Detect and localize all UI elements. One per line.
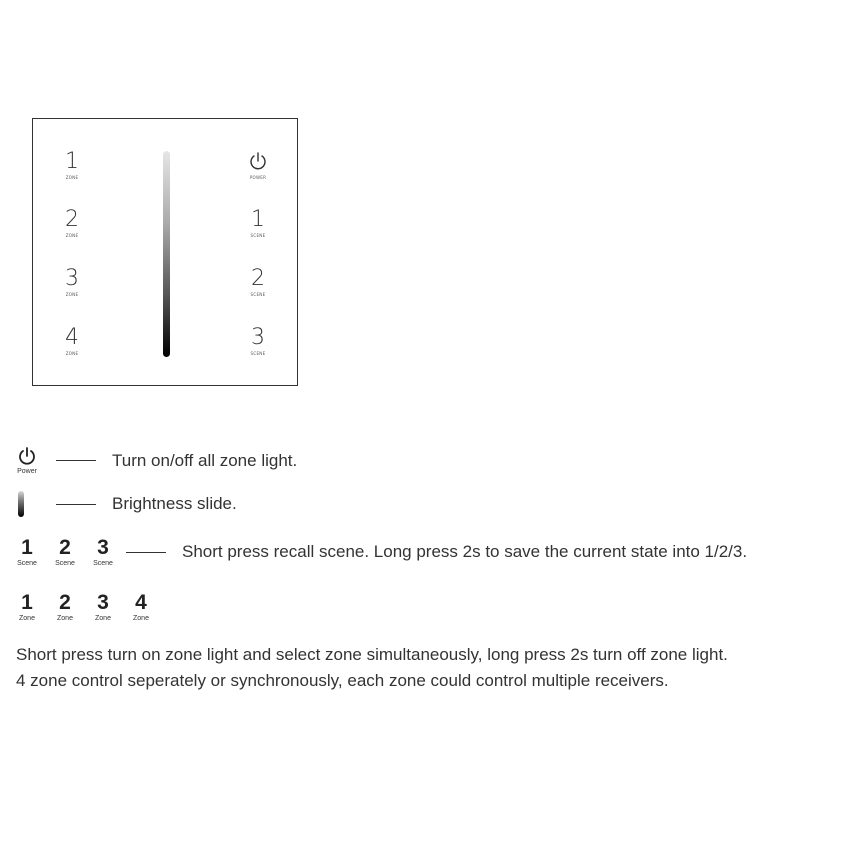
- description-line: Short press turn on zone light and select zone simultaneously, long press 2s turn off zone light.: [16, 645, 728, 664]
- scene-1-key[interactable]: [238, 209, 278, 238]
- legend-slide-text: Brightness slide.: [112, 494, 237, 513]
- legend-zone-4: [126, 592, 156, 622]
- legend-scene-2: [50, 537, 80, 567]
- power-key[interactable]: [238, 151, 278, 180]
- legend-zone-1: [12, 592, 42, 622]
- key-caption: Zone: [19, 615, 35, 622]
- key-caption: Zone: [57, 615, 73, 622]
- power-icon: [238, 151, 278, 173]
- key-caption: ZONE: [65, 351, 79, 356]
- key-caption: ZONE: [65, 175, 79, 180]
- legend-zone-row: [12, 592, 164, 622]
- legend-slide-row: [12, 491, 237, 517]
- zone-1-key[interactable]: [52, 151, 92, 180]
- scene-3-key[interactable]: [238, 327, 278, 356]
- zone-description: [16, 642, 728, 694]
- key-number: 1: [21, 591, 33, 614]
- key-caption: Zone: [95, 615, 111, 622]
- key-caption: SCENE: [250, 292, 266, 297]
- zone-2-key[interactable]: [52, 209, 92, 238]
- description-line: 4 zone control seperately or synchronously, each zone could control multiple receivers.: [16, 671, 669, 690]
- touch-panel: [32, 118, 298, 386]
- legend-scene-1: [12, 537, 42, 567]
- key-caption: Scene: [17, 560, 37, 567]
- zone-4-key[interactable]: [52, 327, 92, 356]
- legend-slide-key: [12, 491, 42, 517]
- legend-power-key: [12, 446, 42, 475]
- legend-scene-row: [12, 537, 747, 567]
- key-caption: Scene: [93, 560, 113, 567]
- key-caption: Zone: [133, 615, 149, 622]
- key-caption: ZONE: [65, 292, 79, 297]
- key-caption: Scene: [55, 560, 75, 567]
- key-number: 3: [251, 325, 265, 350]
- key-number: 1: [65, 149, 79, 174]
- slider-icon: [18, 491, 24, 517]
- legend-zone-3: [88, 592, 118, 622]
- power-icon: [12, 446, 42, 466]
- key-caption: SCENE: [250, 233, 266, 238]
- legend-power-label: Power: [17, 468, 37, 475]
- key-caption: POWER: [249, 175, 267, 180]
- legend-zone-2: [50, 592, 80, 622]
- key-number: 3: [65, 266, 79, 291]
- key-number: 3: [97, 536, 109, 559]
- key-number: 2: [65, 207, 79, 232]
- legend-power-row: [12, 446, 297, 475]
- legend-dash: [126, 552, 166, 553]
- key-caption: SCENE: [250, 351, 266, 356]
- key-number: 2: [251, 266, 265, 291]
- legend-dash: [56, 460, 96, 461]
- key-number: 3: [97, 591, 109, 614]
- zone-3-key[interactable]: [52, 268, 92, 297]
- key-number: 2: [59, 536, 71, 559]
- key-caption: ZONE: [65, 233, 79, 238]
- legend-scene-text: Short press recall scene. Long press 2s to save the current state into 1/2/3.: [182, 542, 748, 561]
- legend-scene-3: [88, 537, 118, 567]
- brightness-slider[interactable]: [163, 151, 170, 357]
- key-number: 4: [65, 325, 79, 350]
- scene-2-key[interactable]: [238, 268, 278, 297]
- legend-power-text: Turn on/off all zone light.: [112, 450, 298, 470]
- key-number: 1: [251, 207, 265, 232]
- key-number: 2: [59, 591, 71, 614]
- legend-dash: [56, 504, 96, 505]
- key-number: 1: [21, 536, 33, 559]
- key-number: 4: [135, 591, 147, 614]
